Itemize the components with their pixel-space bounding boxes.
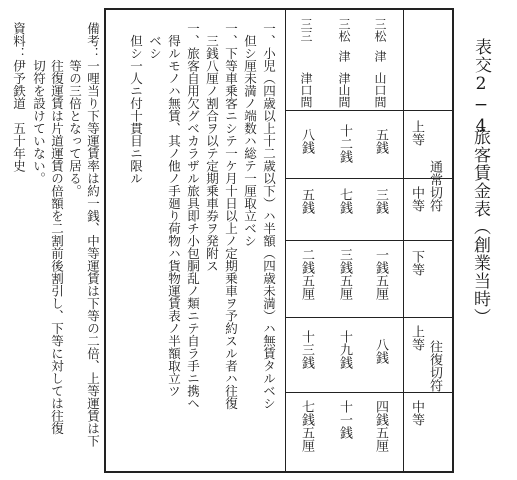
fare-cell: 十三銭	[299, 330, 314, 369]
fare-cell: 十一銭	[337, 400, 352, 439]
fare-cell: 五銭	[299, 188, 314, 214]
note-line: 切符を設けていない。	[31, 22, 47, 185]
rule-line: 三銭八厘ノ割合ヲ以テ定期乗車券ヲ発附ス	[204, 22, 220, 272]
row-rule	[285, 240, 454, 241]
fare-cell: 五銭	[373, 128, 388, 154]
rule-line: 但シ一人ニ付十貫目ニ限ル	[128, 22, 144, 185]
header-normal: 通常切符	[427, 160, 442, 212]
note-line: 等の三倍となって居る。	[67, 22, 83, 197]
fare-cell: 七銭	[337, 188, 352, 214]
fare-cell: 三銭	[373, 188, 388, 214]
fare-cell: 三銭五厘	[337, 248, 352, 300]
fare-cell: 七銭五厘	[299, 400, 314, 452]
fare-cell: 八銭	[373, 338, 388, 364]
class-upper: 上等	[409, 120, 424, 146]
source-line: 資料：伊予鉄道 五十年史	[11, 22, 27, 172]
page-title: 表交2−4	[471, 38, 491, 137]
table-title: 旅客賃金表（創業当時）	[470, 128, 490, 326]
fare-cell: 二銭五厘	[299, 248, 314, 300]
fare-cell: 一銭五厘	[373, 248, 388, 300]
class-upper: 上等	[409, 325, 424, 351]
route-header-2-bottom: 津山間	[337, 72, 351, 108]
route-header-1-bottom: 山口間	[373, 72, 387, 108]
class-middle: 中等	[409, 400, 424, 426]
fare-cell: 八銭	[299, 128, 314, 154]
note-line: 備考：一哩当り下等運賃率は約一銭、中等運賃は下等の二倍、上等運賃は下	[85, 22, 101, 447]
route-header-3-bottom: 津口間	[299, 72, 313, 108]
rule-line: 得ルモノハ無賃、其ノ他ノ手廻り荷物ハ貨物運賃表ノ半額取立ツ	[166, 22, 182, 397]
rule-line: 一、下等車乗客ニシテ一ケ月十日以上ノ定期乗車ヲ予約スル者ハ往復	[223, 22, 239, 410]
class-middle: 中等	[409, 186, 424, 212]
rule-line: ベシ	[147, 22, 163, 60]
fare-cell: 十二銭	[337, 124, 352, 163]
row-rule	[285, 392, 454, 393]
class-lower: 下等	[409, 250, 424, 276]
rule-line: 但シ厘未満ノ端数ハ総テ一厘取立ベシ	[242, 22, 258, 247]
rule-line: 一、旅客自用欠グベカラザル旅具即チ小包胴乱ノ類ニテ自ラ手ニ携ヘ	[185, 22, 201, 410]
route-header-1-mid: 津	[373, 50, 387, 62]
header-rule	[285, 110, 454, 111]
fare-cell: 四銭五厘	[373, 400, 388, 452]
route-header-2-mid: 津	[337, 50, 351, 62]
route-header-2-top: 三松	[337, 18, 351, 42]
route-header-3-top: 三三	[299, 18, 313, 42]
note-line: 往復運賃は片道運賃の倍額を二割前後割引し、下等に対しては往復	[49, 22, 65, 435]
route-header-1-top: 三松	[373, 18, 387, 42]
ticket-rule	[403, 317, 454, 318]
fare-cell: 十九銭	[337, 330, 352, 369]
rule-line: 一、小児（四歳以上十二歳以下）ハ半額（四歳未満）ハ無賃タルベシ	[261, 22, 277, 410]
header-round: 往復切符	[427, 340, 442, 392]
